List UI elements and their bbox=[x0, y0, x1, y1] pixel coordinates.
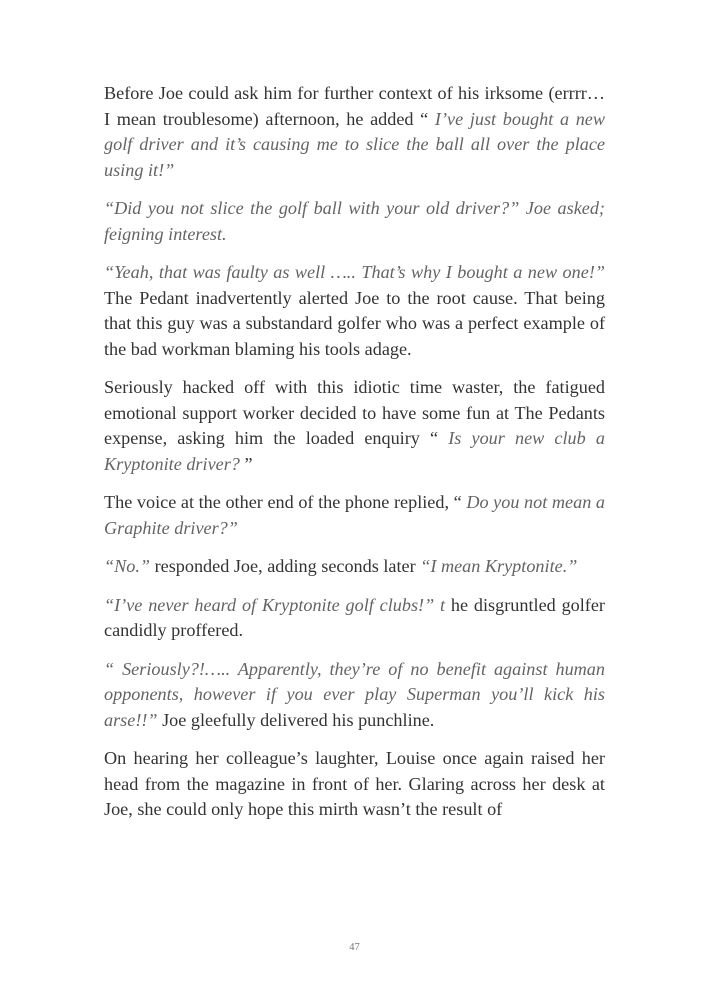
italic-run: Is your new club a Kryptonite driver? bbox=[104, 428, 605, 474]
paragraph-2 bbox=[104, 196, 605, 247]
italic-run: “Did you not slice the golf ball with your old driver?” Joe asked; feigning interest. bbox=[104, 198, 605, 244]
text-run: Seriously hacked off with this idiotic time waster, the fatigued emotional support worker decided to have some fun at The Pedants expense, asking him the loaded enquiry “ bbox=[104, 377, 605, 448]
text-run: responded Joe, adding seconds later bbox=[150, 556, 421, 576]
paragraph-8 bbox=[104, 657, 605, 734]
text-run: Before Joe could ask him for further context of his irksome (errrr… I mean troublesome) afternoon, he added “ bbox=[104, 83, 605, 129]
italic-run: “No.” bbox=[104, 556, 151, 576]
text-run: ” bbox=[244, 453, 253, 474]
italic-run: I’ve just bought a new golf driver and it’s causing me to slice the ball all over the place using it!” bbox=[104, 108, 606, 180]
italic-run: “I’ve never heard of Kryptonite golf clubs!” t bbox=[104, 594, 446, 615]
paragraph-3 bbox=[104, 260, 605, 362]
paragraph-6 bbox=[104, 554, 605, 580]
text-run: he disgruntled golfer candidly proffered. bbox=[104, 594, 605, 640]
text-run: On hearing her colleague’s laughter, Louise once again raised her head from the magazine in front of her. Glaring across her desk at Joe, she could only hope this mirth wasn’t the result of bbox=[104, 748, 605, 819]
italic-run: Do you not mean a Graphite driver?” bbox=[104, 492, 605, 538]
text-run: The Pedant inadvertently alerted Joe to the root cause. That being that this guy was a substandard golfer who was a perfect example of the bad workman blaming his tools adage. bbox=[104, 287, 605, 359]
paragraph-9 bbox=[104, 746, 605, 823]
paragraph-7 bbox=[104, 593, 605, 644]
italic-run: “I mean Kryptonite.” bbox=[420, 556, 578, 576]
paragraph-5 bbox=[104, 490, 605, 541]
page-body bbox=[104, 81, 605, 836]
paragraph-4 bbox=[104, 375, 605, 477]
page-number: 47 bbox=[349, 942, 360, 953]
text-run: The voice at the other end of the phone replied, “ bbox=[104, 492, 467, 512]
text-run: Joe gleefully delivered his punchline. bbox=[157, 709, 435, 730]
paragraph-1 bbox=[104, 81, 605, 183]
italic-run: “Yeah, that was faulty as well ….. That’s why I bought a new one!” bbox=[104, 262, 605, 282]
italic-run: “ Seriously?!….. Apparently, they’re of no benefit against human opponents, however if you ever play Superman you’ll kick his arse!!” bbox=[104, 658, 605, 730]
